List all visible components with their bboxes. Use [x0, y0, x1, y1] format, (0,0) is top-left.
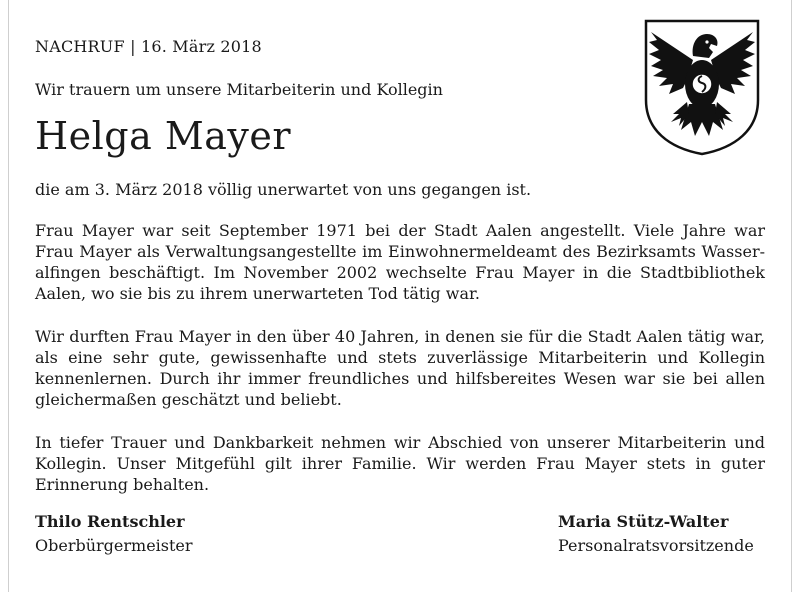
lead-line: die am 3. März 2018 völlig unerwartet von uns gegangen ist.	[35, 180, 532, 199]
eagle-coat-of-arms-icon	[643, 18, 761, 156]
dateline: NACHRUF | 16. März 2018	[35, 37, 262, 56]
signature-left-title: Oberbürgermeister	[35, 536, 193, 555]
signature-left-name: Thilo Rentschler	[35, 512, 185, 531]
paragraph-appreciation: Wir durften Frau Mayer in den über 40 Jahren, in denen sie für die Stadt Aalen tätig war, als eine sehr gute, gewissenhafte und stets zuverlässige Mitarbeiterin und Kollegin kennenlernen. Durch ihr immer freundliches und hilfsbereites Wesen war sie bei allen gleichermaßen geschätzt und beliebt.	[35, 327, 765, 409]
signature-right-title: Personalratsvorsitzende	[558, 536, 754, 555]
deceased-name: Helga Mayer	[35, 114, 292, 158]
signature-right-name: Maria Stütz-Walter	[558, 512, 729, 531]
signature-right	[558, 510, 754, 558]
paragraph-farewell: In tiefer Trauer und Dankbarkeit nehmen wir Abschied von unserer Mitarbeiterin und Kollegin. Unser Mitgefühl gilt ihrer Familie. Wir werden Frau Mayer stets in guter Erinnerung behalten.	[35, 433, 765, 494]
paragraph-career: Frau Mayer war seit September 1971 bei der Stadt Aalen angestellt. Viele Jahre war Frau Mayer als Verwaltungsangestellte im Einwohnermeldeamt des Bezirksamts Wasseralfingen beschäftigt. Im November 2002 wechselte Frau Mayer in die Stadtbibliothek Aalen, wo sie bis zu ihrem unerwarteten Tod tätig war.	[35, 221, 765, 303]
intro-line: Wir trauern um unsere Mitarbeiterin und Kollegin	[35, 80, 443, 99]
signature-left	[35, 510, 193, 558]
